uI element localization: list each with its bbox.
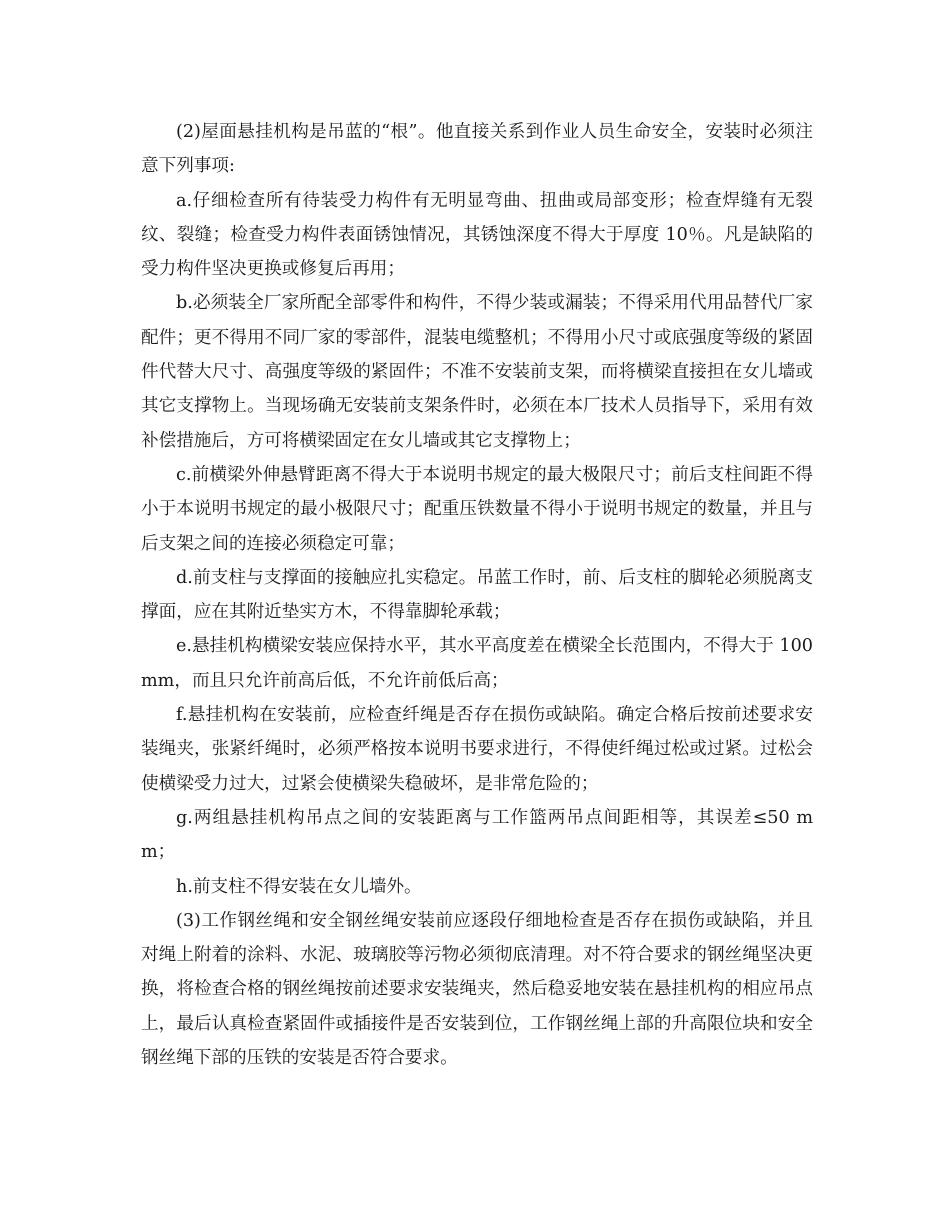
paragraph-item-h: h.前支柱不得安装在女儿墙外。 [176, 876, 422, 897]
paragraph-roof-suspension: (2)屋面悬挂机构是吊蓝的“根”。他直接关系到作业人员生命安全，安装时必须注意下列事项: [141, 122, 813, 177]
paragraph-item-c: c.前横梁外伸悬臂距离不得大于本说明书规定的最大极限尺寸；前后支柱间距不得小于本说明书规定的最小极限尺寸；配重压铁数量不得小于说明书规定的数量，并且与后支架之间的连接必须稳定可靠； [141, 464, 813, 554]
paragraph-item-e: e.悬挂机构横梁安装应保持水平，其水平高度差在横梁全长范围内，不得大于 100mm，而且只允许前高后低，不允许前低后高； [141, 636, 813, 691]
document-body [141, 115, 813, 1075]
paragraph-item-b: b.必须装全厂家所配全部零件和构件，不得少装或漏装；不得采用代用品替代厂家配件；更不得用不同厂家的零部件，混装电缆整机；不得用小尺寸或底强度等级的紧固件代替大尺寸、高强度等级的紧固件；不准不安装前支架，而将横梁直接担在女儿墙或其它支撑物上。当现场确无安装前支架条件时，必须在本厂技术人员指导下，采用有效补偿措施后，方可将横梁固定在女儿墙或其它支撑物上； [141, 293, 813, 451]
paragraph-item-f: f.悬挂机构在安装前，应检查纤绳是否存在损伤或缺陷。确定合格后按前述要求安装绳夹，张紧纤绳时，必须严格按本说明书要求进行，不得使纤绳过松或过紧。过松会使横梁受力过大，过紧会使横梁失稳破坏，是非常危险的； [141, 705, 813, 794]
paragraph-item-d: d.前支柱与支撑面的接触应扎实稳定。吊蓝工作时，前、后支柱的脚轮必须脱离支撑面，应在其附近垫实方木，不得靠脚轮承载； [141, 567, 813, 623]
paragraph-item-a: a.仔细检查所有待装受力构件有无明显弯曲、扭曲或局部变形；检查焊缝有无裂纹、裂缝；检查受力构件表面锈蚀情况，其锈蚀深度不得大于厚度 10％。凡是缺陷的受力构件坚决更换或修复后再用； [141, 190, 813, 280]
paragraph-item-g: g.两组悬挂机构吊点之间的安装距离与工作篮两吊点间距相等，其误差≤50 mm； [141, 807, 813, 863]
paragraph-wire-rope: (3)工作钢丝绳和安全钢丝绳安装前应逐段仔细地检查是否存在损伤或缺陷，并且对绳上附着的涂料、水泥、玻璃胶等污物必须彻底清理。对不符合要求的钢丝绳坚决更换，将检查合格的钢丝绳按前述要求安装绳夹，然后稳妥地安装在悬挂机构的相应吊点上，最后认真检查紧固件或插接件是否安装到位，工作钢丝绳上部的升高限位块和安全钢丝绳下部的压铁的安装是否符合要求。 [141, 910, 813, 1069]
